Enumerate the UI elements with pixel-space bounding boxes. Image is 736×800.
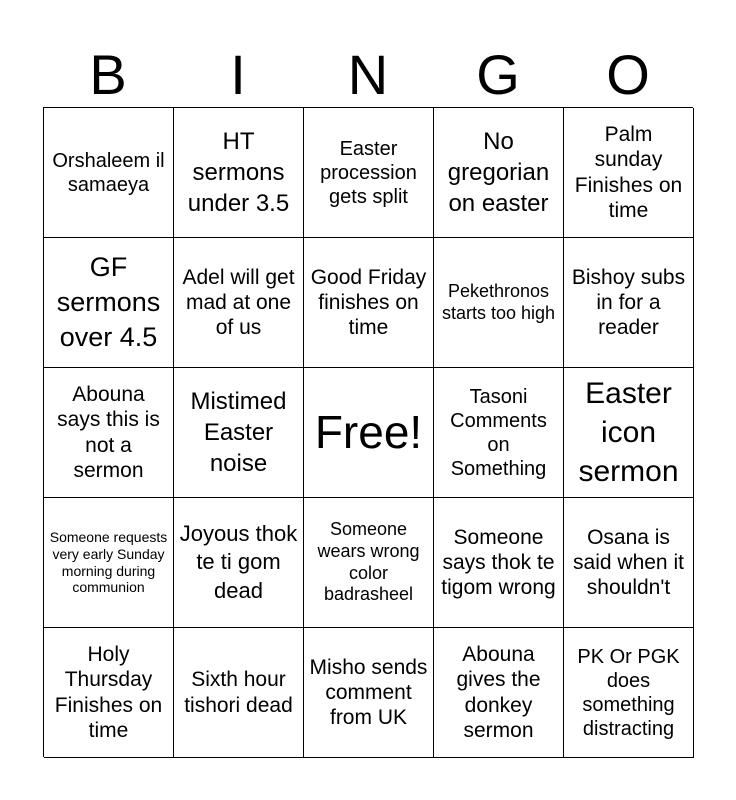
cell-text: Misho sends comment from UK <box>309 655 428 730</box>
bingo-cell-r1-c2[interactable] <box>174 108 304 238</box>
bingo-cell-r5-c1[interactable] <box>44 628 174 758</box>
header-letter-b: B <box>89 43 127 106</box>
free-space-text: Free! <box>314 405 423 458</box>
cell-text: Palm sunday Finishes on time <box>574 123 683 222</box>
cell-text: Adel will get mad at one of us <box>182 265 295 340</box>
cell-text: No gregorian on easter <box>447 127 550 218</box>
cell-text: Abouna says this is not a sermon <box>57 383 160 482</box>
bingo-cell-r4-c3[interactable] <box>304 498 434 628</box>
cell-text: Holy Thursday Finishes on time <box>54 643 163 742</box>
header-letter-i: I <box>230 43 246 106</box>
cell-text: Good Friday finishes on time <box>310 265 427 340</box>
bingo-cell-r4-c2[interactable] <box>174 498 304 628</box>
header-letter-n: N <box>347 43 389 106</box>
bingo-cell-r5-c4[interactable] <box>434 628 564 758</box>
cell-text: Mistimed Easter noise <box>190 387 287 478</box>
bingo-cell-r4-c5[interactable] <box>564 498 694 628</box>
bingo-cell-r2-c1[interactable] <box>44 238 174 368</box>
cell-text: Someone says thok te tigom wrong <box>441 525 556 600</box>
bingo-cell-r3-c1[interactable] <box>44 368 174 498</box>
bingo-cell-r3-c4[interactable] <box>434 368 564 498</box>
bingo-cell-r3-c5[interactable] <box>564 368 694 498</box>
bingo-cell-r2-c4[interactable] <box>434 238 564 368</box>
bingo-header <box>43 44 693 106</box>
cell-text: Easter icon sermon <box>578 377 679 488</box>
bingo-cell-r2-c5[interactable] <box>564 238 694 368</box>
cell-text: Pekethronos starts too high <box>441 280 556 323</box>
bingo-cell-r4-c4[interactable] <box>434 498 564 628</box>
cell-text: Abouna gives the donkey sermon <box>456 643 541 742</box>
bingo-board <box>43 107 693 757</box>
bingo-cell-r2-c3[interactable] <box>304 238 434 368</box>
cell-text: Bishoy subs in for a reader <box>571 265 686 340</box>
bingo-cell-r5-c5[interactable] <box>564 628 694 758</box>
bingo-cell-r1-c3[interactable] <box>304 108 434 238</box>
bingo-cell-r5-c2[interactable] <box>174 628 304 758</box>
cell-text: HT sermons under 3.5 <box>187 127 290 218</box>
bingo-cell-r1-c1[interactable] <box>44 108 174 238</box>
cell-text: Joyous thok te ti gom dead <box>179 521 298 603</box>
header-letter-g: G <box>476 43 520 106</box>
bingo-cell-r1-c4[interactable] <box>434 108 564 238</box>
cell-text: GF sermons over 4.5 <box>56 251 161 353</box>
bingo-cell-r1-c5[interactable] <box>564 108 694 238</box>
cell-text: Someone wears wrong color badrasheel <box>317 519 420 605</box>
bingo-cell-r3-c2[interactable] <box>174 368 304 498</box>
cell-text: Tasoni Comments on Something <box>450 385 547 480</box>
bingo-cell-r2-c2[interactable] <box>174 238 304 368</box>
bingo-cell-free[interactable] <box>304 368 434 498</box>
bingo-cell-r4-c1[interactable] <box>44 498 174 628</box>
cell-text: PK Or PGK does something distracting <box>577 645 680 740</box>
cell-text: Sixth hour tishori dead <box>184 668 293 717</box>
cell-text: Osana is said when it shouldn't <box>573 525 684 600</box>
cell-text: Orshaleem il samaeya <box>52 149 165 196</box>
cell-text: Someone requests very early Sunday morning during communion <box>49 528 168 596</box>
header-letter-o: O <box>606 43 650 106</box>
cell-text: Easter procession gets split <box>320 137 417 208</box>
bingo-cell-r5-c3[interactable] <box>304 628 434 758</box>
